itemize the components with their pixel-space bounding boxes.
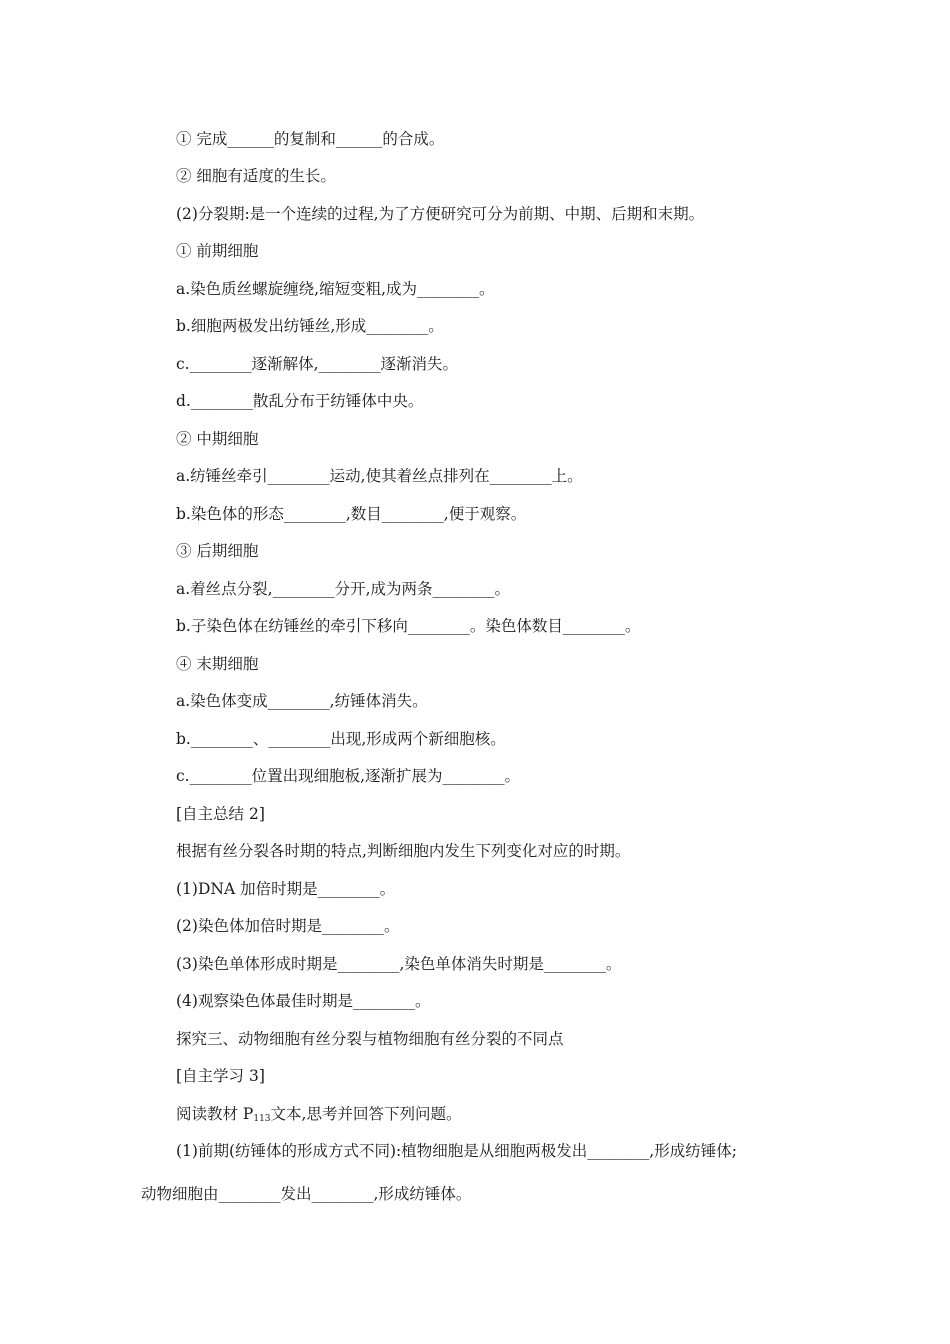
text-line: b.子染色体在纺锤丝的牵引下移向________。染色体数目________。 [176,617,641,635]
text-line: c.________逐渐解体,________逐渐消失。 [176,355,459,373]
text-line: (1)DNA 加倍时期是________。 [176,880,396,898]
section-heading: 探究三、动物细胞有丝分裂与植物细胞有丝分裂的不同点 [176,1030,564,1048]
text-line: (1)前期(纺锤体的形成方式不同):植物细胞是从细胞两极发出________,形成纺锤体; [176,1142,737,1160]
text-line: (2)分裂期:是一个连续的过程,为了方便研究可分为前期、中期、后期和末期。 [176,205,705,223]
text-line: a.着丝点分裂,________分开,成为两条________。 [176,580,511,598]
text-line: (2)染色体加倍时期是________。 [176,917,400,935]
section-heading: ① 前期细胞 [176,242,259,260]
section-heading: ② 中期细胞 [176,430,259,448]
section-label: [自主总结 2] [176,805,265,823]
text-line: a.染色体变成________,纺锤体消失。 [176,692,428,710]
text-line: a.纺锤丝牵引________运动,使其着丝点排列在________上。 [176,467,583,485]
text-line: 动物细胞由________发出________,形成纺锤体。 [141,1185,472,1203]
reading-instruction [176,1103,910,1130]
text-line: ② 细胞有适度的生长。 [176,167,336,185]
text-line: (4)观察染色体最佳时期是________。 [176,992,431,1010]
text-line: b.________、________出现,形成两个新细胞核。 [176,730,506,748]
text-line: b.细胞两极发出纺锤丝,形成________。 [176,317,444,335]
reading-suffix: 文本,思考并回答下列问题。 [270,1105,462,1123]
section-label: [自主学习 3] [176,1067,265,1085]
section-heading: ④ 末期细胞 [176,655,259,673]
page-subscript: 113 [253,1114,271,1124]
text-line: b.染色体的形态________,数目________,便于观察。 [176,505,527,523]
text-line: a.染色质丝螺旋缠绕,缩短变粗,成为________。 [176,280,495,298]
text-line: d.________散乱分布于纺锤体中央。 [176,392,424,410]
text-line: (3)染色单体形成时期是________,染色单体消失时期是________。 [176,955,622,973]
section-heading: ③ 后期细胞 [176,542,259,560]
text-line: ① 完成______的复制和______的合成。 [176,130,445,148]
reading-prefix: 阅读教材 P [176,1105,254,1123]
text-line: 根据有丝分裂各时期的特点,判断细胞内发生下列变化对应的时期。 [176,842,631,860]
text-line: c.________位置出现细胞板,逐渐扩展为________。 [176,767,521,785]
